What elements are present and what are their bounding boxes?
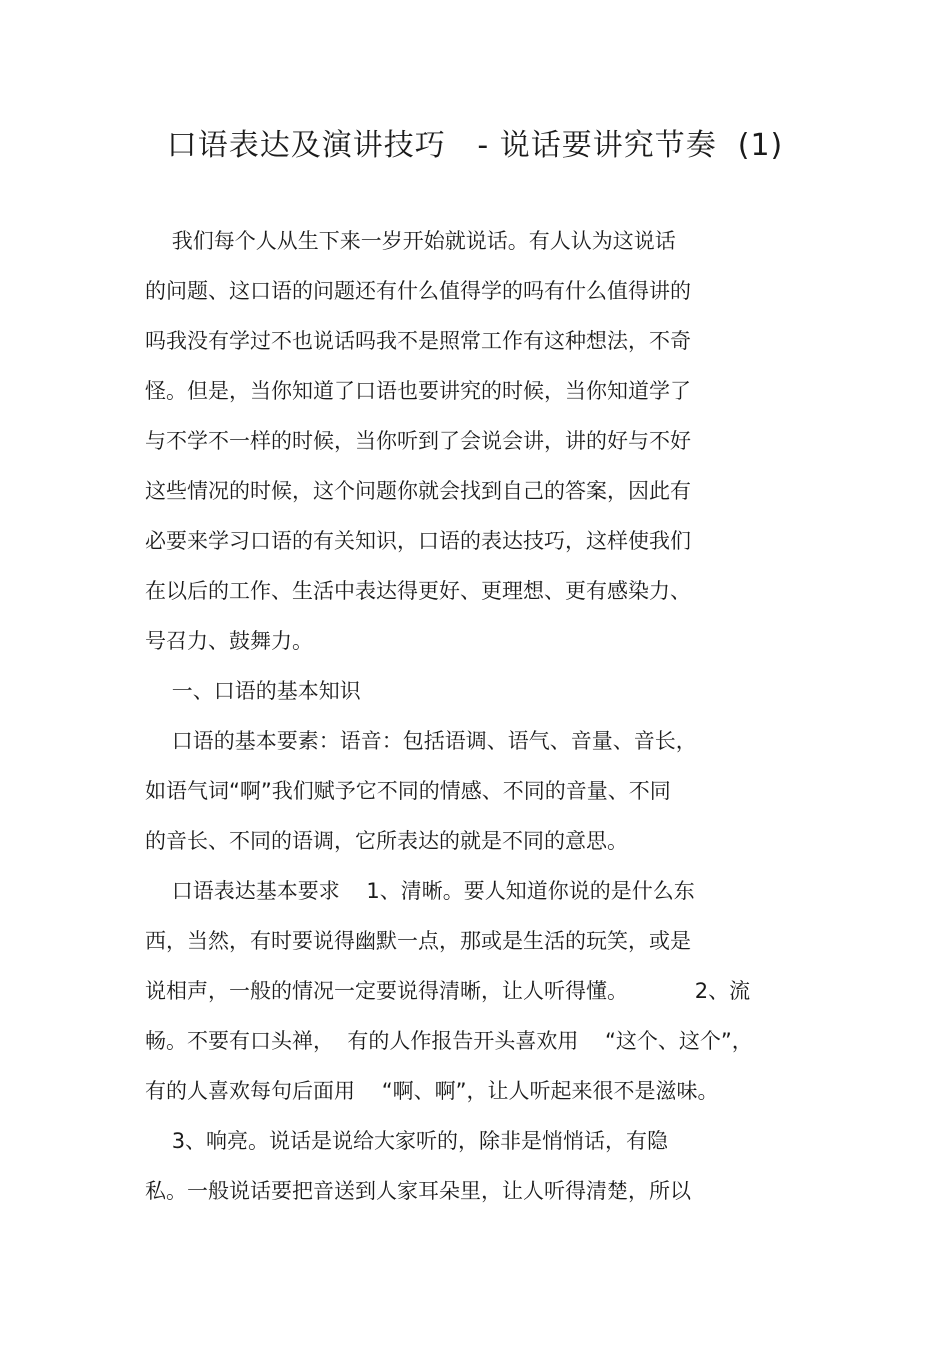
body-line: 必要来学习口语的有关知识，口语的表达技巧，这样使我们 [145,529,691,553]
body-line: 在以后的工作、生活中表达得更好、更理想、更有感染力、 [145,579,691,603]
body-line: 号召力、鼓舞力。 [145,629,313,653]
body-line: 口语的基本要素：语音：包括语调、语气、音量、音长， [145,729,697,753]
body-line: 与不学不一样的时候，当你听到了会说会讲，讲的好与不好 [145,429,691,453]
section-heading: 一、口语的基本知识 [145,679,361,703]
body-line: 如语气词“啊”我们赋予它不同的情感、不同的音量、不同 [145,779,671,803]
body-line: 吗我没有学过不也说话吗我不是照常工作有这种想法，不奇 [145,329,691,353]
body-line: 怪。但是，当你知道了口语也要讲究的时候，当你知道学了 [145,379,691,403]
body-line: 的音长、不同的语调，它所表达的就是不同的意思。 [145,829,628,853]
body-line: 有的人喜欢每句后面用 “啊、啊”，让人听起来很不是滋味。 [145,1079,719,1103]
body-line: 口语表达基本要求 1、清晰。要人知道你说的是什么东 [145,879,695,903]
body-line: 3、响亮。说话是说给大家听的，除非是悄悄话，有隐 [145,1129,669,1153]
body-line: 这些情况的时候，这个问题你就会找到自己的答案，因此有 [145,479,691,503]
body-line: 的问题、这口语的问题还有什么值得学的吗有什么值得讲的 [145,279,691,303]
document-title: 口语表达及演讲技巧 - 说话要讲究节奏 (1) [166,128,784,163]
body-line: 西，当然，有时要说得幽默一点，那或是生活的玩笑，或是 [145,929,691,953]
body-line: 说相声，一般的情况一定要说得清晰，让人听得懂。 2、流 [145,979,751,1003]
body-line: 我们每个人从生下来一岁开始就说话。有人认为这说话 [145,229,676,253]
body-line: 畅。不要有口头禅， 有的人作报告开头喜欢用 “这个、这个”， [145,1029,753,1053]
body-line: 私。一般说话要把音送到人家耳朵里，让人听得清楚，所以 [145,1179,691,1203]
